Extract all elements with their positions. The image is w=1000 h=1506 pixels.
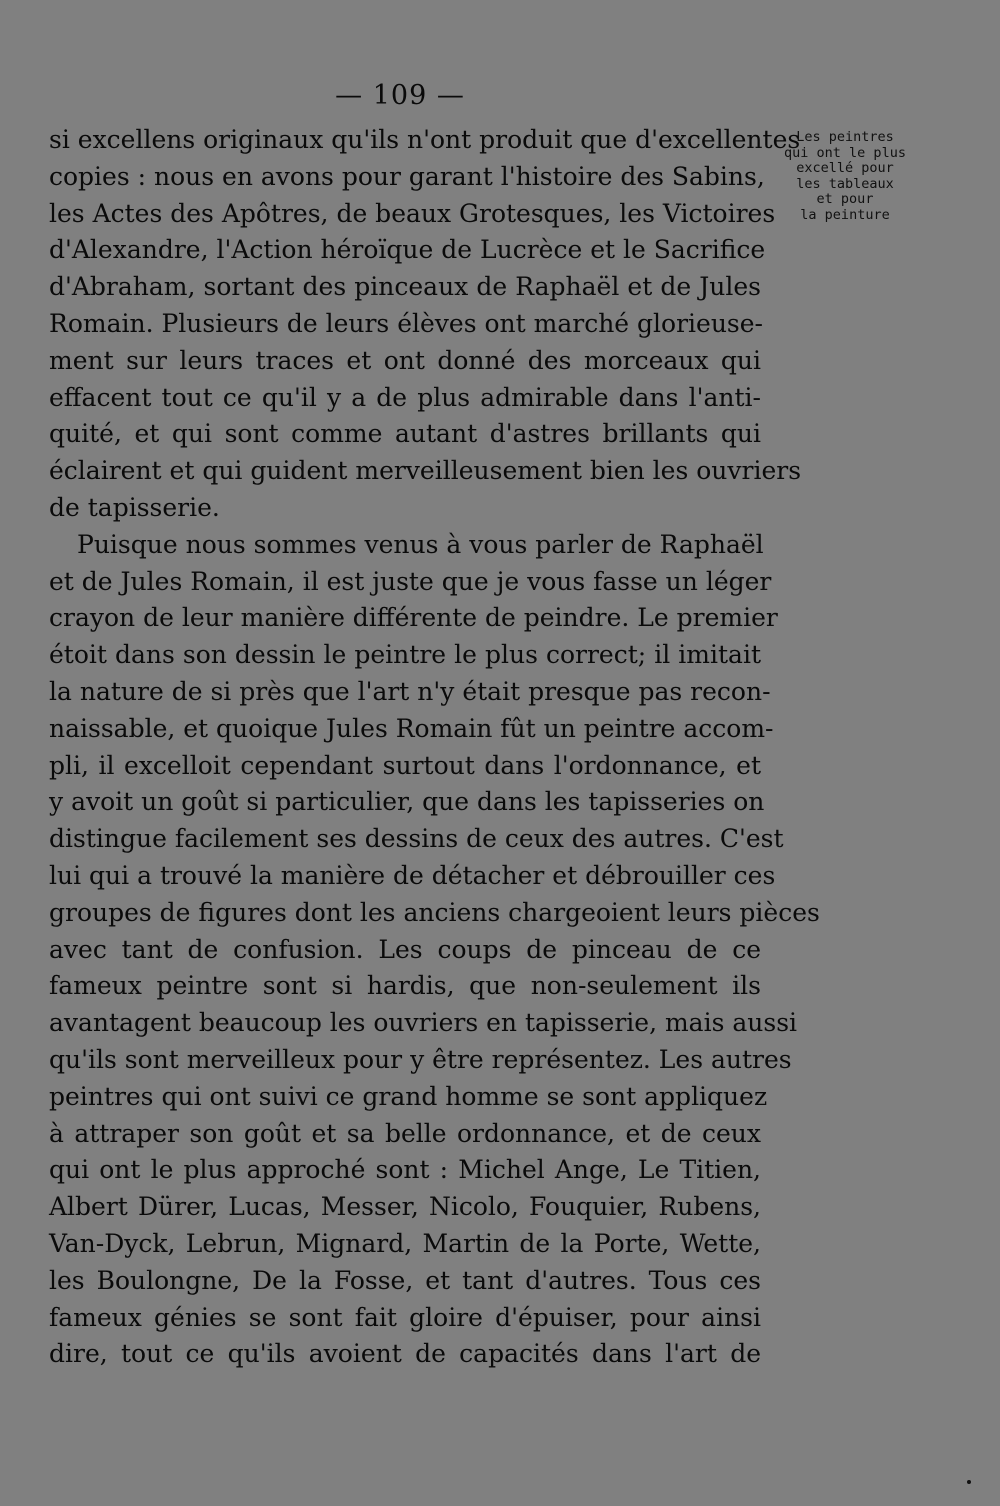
text-line: à attraper son goût et sa belle ordonnance, et de ceux: [49, 1118, 761, 1148]
text-line: copies : nous en avons pour garant l'histoire des Sabins,: [49, 161, 765, 191]
text-line: qu'ils sont merveilleux pour y être représentez. Les autres: [49, 1044, 792, 1074]
text-line: lui qui a trouvé la manière de détacher et débrouiller ces: [49, 860, 776, 890]
margin-note-line: Les peintres: [796, 129, 894, 145]
text-line: d'Abraham, sortant des pinceaux de Raphaël et de Jules: [49, 272, 761, 302]
text-line: Albert Dürer, Lucas, Messer, Nicolo, Fouquier, Rubens,: [49, 1192, 761, 1222]
margin-note-line: qui ont le plus: [784, 144, 906, 161]
text-line: de tapisserie.: [49, 492, 220, 522]
margin-note-line: et pour: [816, 191, 874, 207]
text-line: et de Jules Romain, il est juste que je vous fasse un léger: [49, 566, 772, 596]
text-line: peintres qui ont suivi ce grand homme se sont appliquez: [49, 1081, 768, 1111]
body-text: [49, 122, 820, 1373]
text-line: avec tant de confusion. Les coups de pinceau de ce: [49, 934, 761, 964]
margin-note-line: les tableaux: [796, 175, 894, 192]
text-line: fameux peintre sont si hardis, que non-seulement ils: [49, 971, 761, 1001]
text-line: ment sur leurs traces et ont donné des morceaux qui: [49, 345, 761, 375]
page-number: — 109 —: [335, 80, 465, 111]
text-line: quité, et qui sont comme autant d'astres brillants qui: [49, 419, 761, 449]
text-line: Romain. Plusieurs de leurs élèves ont marché glorieuse-: [49, 308, 764, 338]
text-line: effacent tout ce qu'il y a de plus admirable dans l'anti-: [49, 382, 761, 412]
text-line: si excellens originaux qu'ils n'ont produit que d'excellentes: [49, 125, 801, 154]
text-line: distingue facilement ses dessins de ceux des autres. C'est: [49, 824, 784, 854]
text-line: la nature de si près que l'art n'y était presque pas recon-: [49, 676, 771, 706]
text-line: Puisque nous sommes venus à vous parler de Raphaël: [77, 529, 764, 559]
text-line: d'Alexandre, l'Action héroïque de Lucrèce et le Sacrifice: [49, 235, 766, 265]
paragraph-2: [49, 527, 820, 1373]
text-line: Van-Dyck, Lebrun, Mignard, Martin de la Porte, Wette,: [49, 1228, 761, 1258]
text-line: fameux génies se sont fait gloire d'épuiser, pour ainsi: [49, 1302, 761, 1332]
text-line: les Boulongne, De la Fosse, et tant d'autres. Tous ces: [49, 1265, 761, 1295]
text-line: pli, il excelloit cependant surtout dans l'ordonnance, et: [49, 750, 761, 780]
text-line: y avoit un goût si particulier, que dans les tapisseries on: [49, 787, 765, 817]
text-line: avantagent beaucoup les ouvriers en tapisserie, mais aussi: [49, 1008, 798, 1038]
paragraph-1: [49, 122, 802, 527]
text-line: naissable, et quoique Jules Romain fût un peintre accom-: [49, 713, 774, 743]
text-line: groupes de figures dont les anciens chargeoient leurs pièces: [49, 897, 820, 927]
text-line: éclairent et qui guident merveilleusement bien les ouvriers: [49, 456, 802, 486]
ink-speck: [967, 1480, 971, 1484]
text-line: dire, tout ce qu'ils avoient de capacités dans l'art de: [49, 1339, 761, 1369]
margin-note-line: la peinture: [800, 206, 890, 223]
margin-note-line: excellé pour: [796, 160, 894, 176]
text-line: étoit dans son dessin le peintre le plus correct; il imitait: [49, 640, 761, 670]
text-line: qui ont le plus approché sont : Michel Ange, Le Titien,: [49, 1155, 761, 1185]
text-line: les Actes des Apôtres, de beaux Grotesques, les Victoires: [49, 198, 776, 228]
text-line: crayon de leur manière différente de peindre. Le premier: [49, 603, 778, 633]
